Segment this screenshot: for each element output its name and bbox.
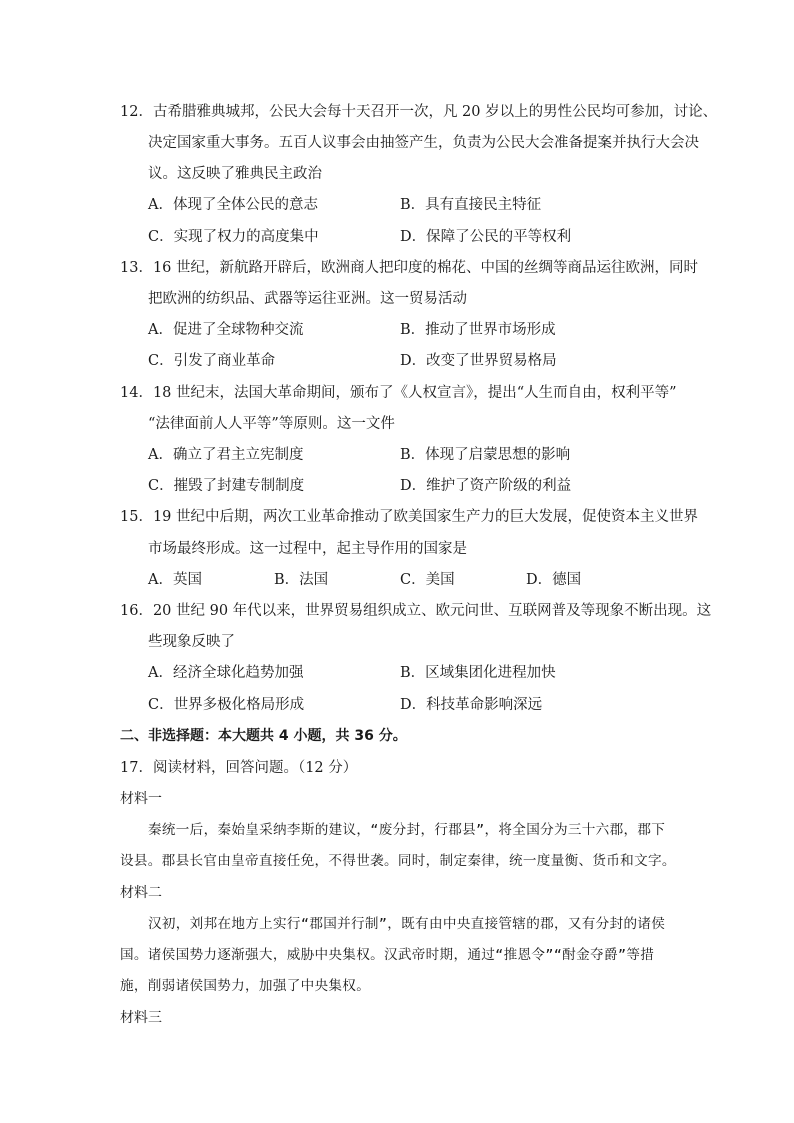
q14-option-a: A．确立了君主立宪制度	[148, 447, 304, 463]
q15-line-1: 15．19 世纪中后期，两次工业革命推动了欧美国家生产力的巨大发展，促使资本主义世界	[120, 509, 699, 525]
q12-line-2: 决定国家重大事务。五百人议事会由抽签产生，负责为公民大会准备提案并执行大会决	[148, 135, 699, 151]
q13-line-1: 13．16 世纪，新航路开辟后，欧洲商人把印度的棉花、中国的丝绸等商品运往欧洲，同时	[120, 260, 699, 276]
q16-option-b: B．区域集团化进程加快	[400, 665, 556, 681]
q16-line-1: 16．20 世纪 90 年代以来，世界贸易组织成立、欧元问世、互联网普及等现象不断出现。这	[120, 603, 712, 619]
q16-option-a: A．经济全球化趋势加强	[148, 665, 304, 681]
q13-option-c: C．引发了商业革命	[148, 353, 276, 369]
q17-heading: 17．阅读材料，回答问题。（12 分）	[120, 760, 358, 776]
q15-option-b: B．法国	[274, 572, 329, 588]
q13-option-a: A．促进了全球物种交流	[148, 322, 304, 338]
q16-line-2: 些现象反映了	[148, 634, 235, 650]
q12-option-d: D．保障了公民的平等权利	[400, 229, 572, 245]
q14-option-c: C．摧毁了封建专制制度	[148, 478, 305, 494]
q14-line-1: 14．18 世纪末，法国大革命期间，颁布了《人权宣言》，提出“人生而自由，权利平等”	[120, 385, 677, 401]
material-2-line-1: 汉初，刘邦在地方上实行“郡国并行制”，既有由中央直接管辖的郡，又有分封的诸侯	[148, 916, 666, 932]
q12-line-3: 议。这反映了雅典民主政治	[148, 166, 322, 182]
q14-option-d: D．维护了资产阶级的利益	[400, 478, 572, 494]
material-1-line-2: 设县。郡县长官由皇帝直接任免，不得世袭。同时，制定秦律，统一度量衡、货币和文字。	[120, 853, 676, 869]
q15-line-2: 市场最终形成。这一过程中，起主导作用的国家是	[148, 541, 467, 557]
q13-option-b: B．推动了世界市场形成	[400, 322, 556, 338]
q15-option-d: D．德国	[526, 572, 582, 588]
material-1-label: 材料一	[120, 791, 162, 807]
q14-option-b: B．体现了启蒙思想的影响	[400, 447, 571, 463]
material-2-line-3: 施，削弱诸侯国势力，加强了中央集权。	[120, 978, 371, 994]
q15-option-c: C．美国	[400, 572, 455, 588]
q14-line-2: “法律面前人人平等”等原则。这一文件	[148, 416, 395, 432]
q15-option-a: A．英国	[148, 572, 202, 588]
q16-option-c: C．世界多极化格局形成	[148, 697, 305, 713]
q12-option-b: B．具有直接民主特征	[400, 197, 542, 213]
material-2-label: 材料二	[120, 885, 162, 901]
q12-option-c: C．实现了权力的高度集中	[148, 229, 319, 245]
q13-option-d: D．改变了世界贸易格局	[400, 353, 557, 369]
material-3-label: 材料三	[120, 1010, 162, 1026]
material-2-line-2: 国。诸侯国势力逐渐强大，威胁中央集权。汉武帝时期，通过“推恩令”“酎金夺爵”等措	[120, 947, 655, 963]
material-1-line-1: 秦统一后，秦始皇采纳李斯的建议，“废分封，行郡县”，将全国分为三十六郡，郡下	[148, 822, 666, 838]
section-2-heading: 二、非选择题：本大题共 4 小题，共 36 分。	[120, 728, 407, 744]
q13-line-2: 把欧洲的纺织品、武器等运往亚洲。这一贸易活动	[148, 291, 467, 307]
q12-option-a: A．体现了全体公民的意志	[148, 197, 318, 213]
q16-option-d: D．科技革命影响深远	[400, 697, 543, 713]
q12-line-1: 12．古希腊雅典城邦，公民大会每十天召开一次，凡 20 岁以上的男性公民均可参加，讨论、	[120, 104, 718, 120]
